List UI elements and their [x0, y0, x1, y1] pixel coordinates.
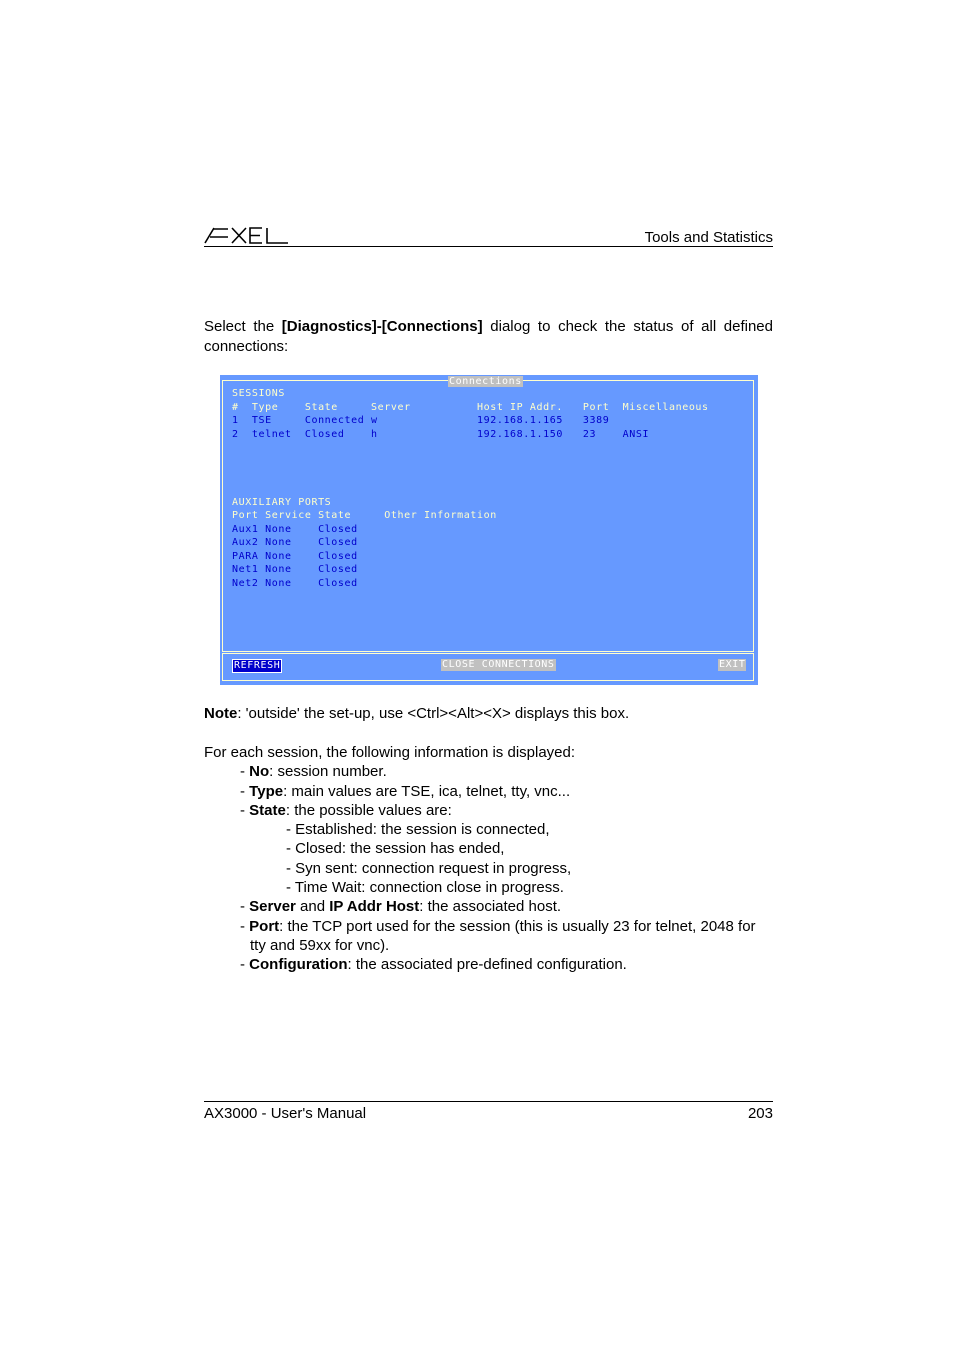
aux-ports-header: Port Service State Other Information: [232, 510, 497, 521]
state-value: - Time Wait: connection close in progress.: [286, 879, 564, 897]
aux-port-row[interactable]: PARA None Closed: [232, 551, 358, 562]
aux-ports-label: AUXILIARY PORTS: [232, 497, 332, 508]
header-title: Tools and Statistics: [644, 229, 773, 246]
page-footer: [204, 1101, 773, 1124]
sessions-label: SESSIONS: [232, 388, 285, 399]
aux-port-row[interactable]: Net1 None Closed: [232, 564, 358, 575]
exit-button[interactable]: EXIT: [719, 659, 746, 670]
session-row[interactable]: 2 telnet Closed h 192.168.1.150 23 ANSI: [232, 429, 650, 440]
page-header: [204, 222, 773, 247]
info-item-type: - Type: main values are TSE, ica, telnet, tty, vnc...: [240, 782, 571, 800]
aux-port-row[interactable]: Aux2 None Closed: [232, 537, 358, 548]
session-row[interactable]: 1 TSE Connected w 192.168.1.165 3389: [232, 415, 610, 426]
aux-port-row[interactable]: Net2 None Closed: [232, 578, 358, 589]
note-paragraph: Note: 'outside' the set-up, use <Ctrl><Alt><X> displays this box.: [204, 705, 630, 722]
state-value: - Closed: the session has ended,: [286, 840, 505, 858]
axel-logo: [204, 224, 290, 244]
intro-paragraph: Select the [Diagnostics]-[Connections] dialog to check the status of all defined connections:: [204, 318, 773, 355]
info-item-no: - No: session number.: [240, 763, 387, 781]
info-item-state: - State: the possible values are:: [240, 801, 452, 819]
connections-dialog: [220, 375, 758, 685]
refresh-button[interactable]: REFRESH: [234, 660, 281, 671]
session-info-list: [204, 743, 773, 975]
info-lead: For each session, the following information is displayed:: [204, 744, 576, 761]
sessions-header: # Type State Server Host IP Addr. Port Miscellaneous: [232, 402, 709, 413]
footer-manual-title: AX3000 - User's Manual: [204, 1105, 367, 1122]
info-item-configuration: - Configuration: the associated pre-defined configuration.: [240, 956, 627, 974]
state-value: - Syn sent: connection request in progress,: [286, 859, 572, 877]
info-item-port: - Port: the TCP port used for the session (this is usually 23 for telnet, 2048 for tty and 59xx for vnc).: [240, 917, 756, 954]
dialog-title: Connections: [449, 376, 522, 387]
info-item-server: - Server and IP Addr Host: the associated host.: [240, 898, 562, 916]
page-number: 203: [747, 1105, 773, 1122]
aux-port-row[interactable]: Aux1 None Closed: [232, 524, 358, 535]
close-connections-button[interactable]: CLOSE CONNECTIONS: [442, 659, 555, 670]
state-value: - Established: the session is connected,: [286, 821, 550, 839]
